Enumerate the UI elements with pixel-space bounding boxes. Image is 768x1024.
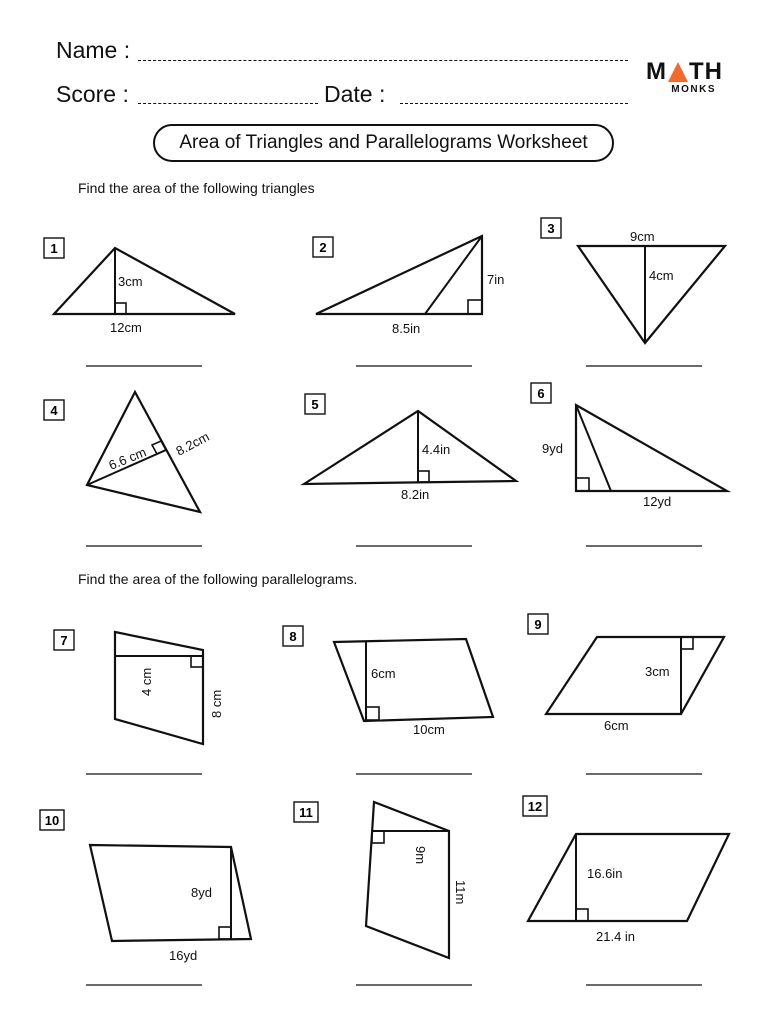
base-label: 12cm bbox=[110, 320, 142, 335]
parallelogram-shape bbox=[115, 632, 203, 744]
score-label: Score : bbox=[56, 81, 129, 107]
problem-10 bbox=[40, 810, 251, 985]
base-label: 12yd bbox=[643, 494, 672, 509]
height-label: 3cm bbox=[645, 664, 670, 679]
problem-number: 1 bbox=[50, 241, 58, 256]
right-angle-marker bbox=[366, 707, 379, 720]
height-label: 6cm bbox=[371, 666, 396, 681]
height-label: 3cm bbox=[118, 274, 143, 289]
base-label: 9cm bbox=[630, 229, 655, 244]
problem-12 bbox=[523, 796, 729, 985]
height-label: 9yd bbox=[542, 441, 563, 456]
height-label: 16.6in bbox=[587, 866, 623, 881]
problem-number: 9 bbox=[534, 617, 542, 632]
worksheet-title-text: Area of Triangles and Parallelograms Worksheet bbox=[179, 132, 588, 153]
height-label: 4cm bbox=[649, 268, 674, 283]
parallelograms-instruction: Find the area of the following parallelograms. bbox=[78, 571, 358, 587]
right-angle-marker bbox=[681, 637, 693, 649]
name-label: Name : bbox=[56, 37, 131, 63]
right-angle-marker bbox=[576, 909, 588, 921]
problem-6 bbox=[531, 383, 727, 546]
problem-number: 10 bbox=[44, 813, 60, 828]
problem-8 bbox=[283, 626, 493, 774]
right-angle-marker bbox=[219, 927, 231, 939]
parallelogram-shape bbox=[528, 834, 729, 921]
base-label: 8.5in bbox=[392, 321, 421, 336]
parallelogram-shape bbox=[366, 802, 449, 958]
side-label: 8.2cm bbox=[173, 428, 212, 459]
problem-number: 6 bbox=[537, 386, 545, 401]
triangle-shape bbox=[304, 411, 516, 484]
triangle-shape bbox=[54, 248, 235, 314]
logo-letter-m: M bbox=[646, 58, 667, 85]
side-line bbox=[425, 236, 482, 314]
problem-number: 4 bbox=[50, 403, 58, 418]
height-label: 4 cm bbox=[139, 667, 154, 696]
problem-number: 3 bbox=[547, 221, 555, 236]
triangle-shape bbox=[578, 246, 725, 343]
problem-number: 2 bbox=[319, 240, 327, 255]
base-label: 21.4 in bbox=[596, 929, 636, 944]
right-angle-marker bbox=[191, 656, 203, 667]
problem-3 bbox=[541, 218, 725, 366]
logo-subtitle: MONKS bbox=[671, 84, 716, 95]
problem-7 bbox=[54, 630, 224, 774]
problem-number: 11 bbox=[299, 805, 313, 820]
triangles-instruction: Find the area of the following triangles bbox=[78, 180, 315, 196]
height-label: 7in bbox=[487, 272, 505, 287]
parallelogram-shape bbox=[546, 637, 724, 714]
problem-2 bbox=[313, 236, 504, 366]
right-angle-marker bbox=[115, 303, 126, 314]
right-angle-marker bbox=[468, 300, 482, 314]
height-label: 9m bbox=[413, 846, 428, 865]
side-label: 11m bbox=[453, 880, 468, 905]
date-label: Date : bbox=[324, 81, 386, 107]
logo-letters-th: TH bbox=[689, 58, 723, 85]
height-label: 8yd bbox=[191, 885, 212, 900]
problem-number: 7 bbox=[60, 633, 68, 648]
parallelogram-shape bbox=[334, 639, 493, 721]
base-label: 16yd bbox=[169, 948, 198, 963]
base-label: 6cm bbox=[604, 718, 629, 733]
problem-11 bbox=[294, 802, 472, 985]
problem-number: 8 bbox=[289, 629, 297, 644]
problem-number: 5 bbox=[311, 397, 319, 412]
side-label: 8 cm bbox=[209, 689, 224, 718]
problem-4 bbox=[44, 392, 212, 546]
right-angle-marker bbox=[372, 831, 384, 843]
problem-5 bbox=[304, 394, 516, 546]
right-angle-marker bbox=[576, 478, 589, 491]
height-label: 4.4in bbox=[422, 442, 451, 457]
height-label: 6.6 cm bbox=[106, 444, 149, 473]
problem-1 bbox=[44, 238, 235, 366]
triangle-shape bbox=[316, 236, 482, 314]
problem-number: 12 bbox=[527, 799, 543, 814]
right-angle-marker bbox=[418, 471, 429, 482]
triangle-shape bbox=[576, 405, 727, 491]
base-label: 8.2in bbox=[401, 487, 430, 502]
base-label: 10cm bbox=[413, 722, 445, 737]
problem-9 bbox=[528, 614, 724, 774]
